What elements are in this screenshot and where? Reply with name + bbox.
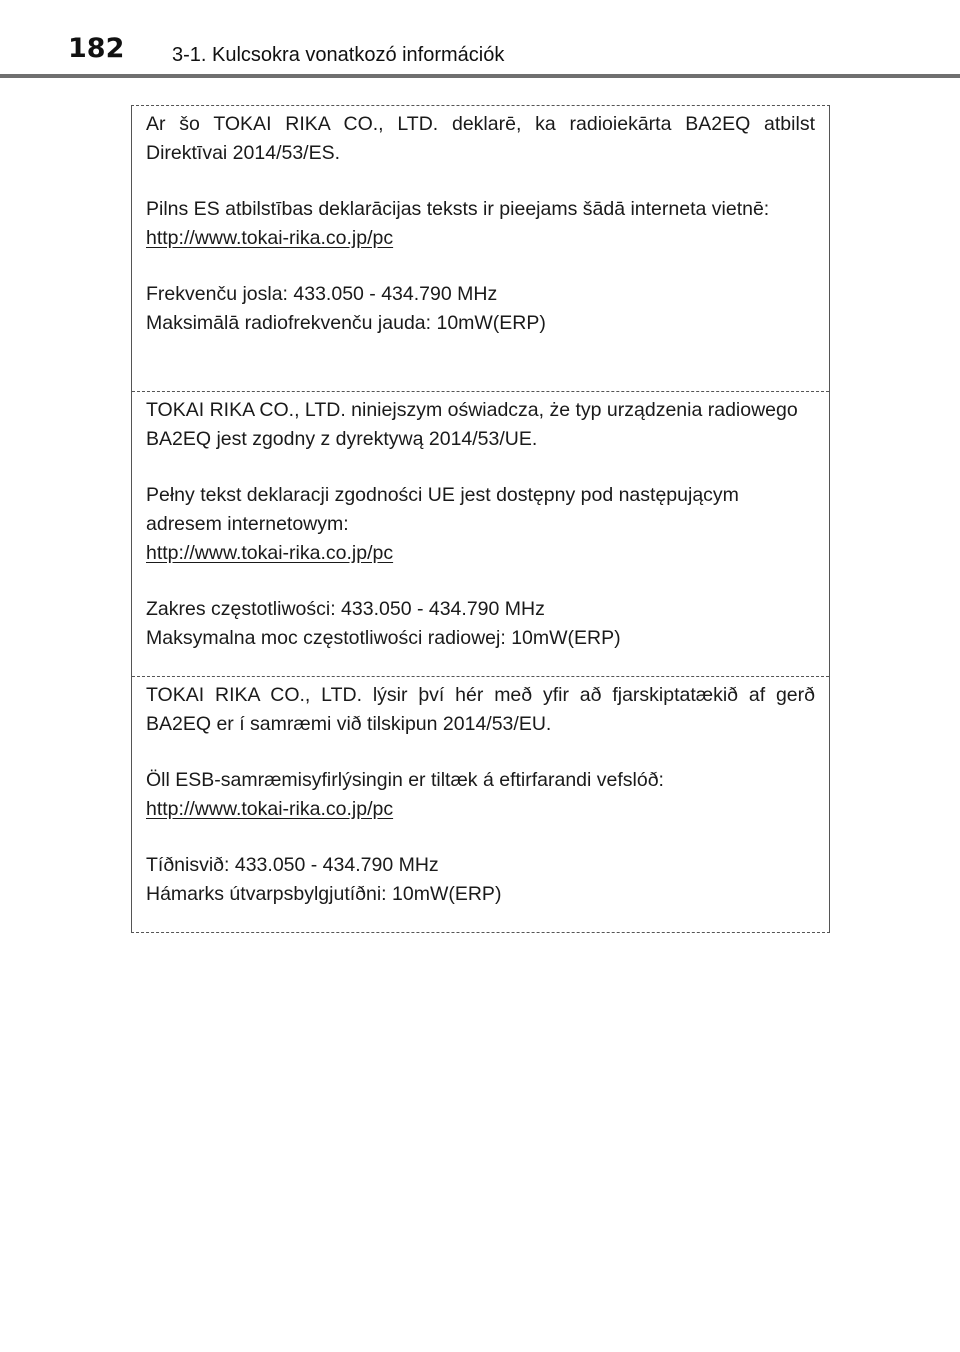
declaration-url-link[interactable]: http://www.tokai-rika.co.jp/pc — [146, 798, 394, 820]
full-text-availability: Pilns ES atbilstības deklarācijas teksts ir pieejams šādā interneta vietnē: — [146, 198, 770, 220]
section-title: 3-1. Kulcsokra vonatkozó információk — [172, 44, 505, 66]
header-rule — [0, 74, 960, 78]
declaration-url-link[interactable]: http://www.tokai-rika.co.jp/pc — [146, 227, 394, 249]
declaration-section-icelandic — [132, 676, 829, 932]
declaration-text: Ar šo TOKAI RIKA CO., LTD. deklarē, ka radioiekārta BA2EQ atbilst Direktīvai 2014/53/ES. — [146, 113, 815, 164]
max-power: Maksimālā radiofrekvenču jauda: 10mW(ERP) — [146, 312, 546, 334]
page-number: 182 — [68, 33, 125, 64]
frequency-band: Tíðnisvið: 433.050 - 434.790 MHz — [146, 854, 439, 876]
max-power: Hámarks útvarpsbylgjutíðni: 10mW(ERP) — [146, 883, 502, 905]
max-power: Maksymalna moc częstotliwości radiowej: 10mW(ERP) — [146, 627, 621, 649]
declaration-box — [131, 105, 830, 933]
declaration-text: TOKAI RIKA CO., LTD. lýsir því hér með yfir að fjarskiptatækið af gerð BA2EQ er í samræmi við tilskipun 2014/53/EU. — [146, 684, 815, 735]
full-text-availability: Pełny tekst deklaracji zgodności UE jest dostępny pod następującym adresem internetowym: — [146, 484, 739, 535]
page-header — [0, 0, 960, 78]
full-text-availability: Öll ESB-samræmisyfirlýsingin er tiltæk á eftirfarandi vefslóð: — [146, 769, 664, 791]
declaration-section-polish — [132, 391, 829, 676]
frequency-band: Frekvenču josla: 433.050 - 434.790 MHz — [146, 283, 498, 305]
declaration-text: TOKAI RIKA CO., LTD. niniejszym oświadcza, że typ urządzenia radiowego BA2EQ jest zgodny z dyrektywą 2014/53/UE. — [146, 399, 798, 450]
frequency-band: Zakres częstotliwości: 433.050 - 434.790 MHz — [146, 598, 545, 620]
declaration-url-link[interactable]: http://www.tokai-rika.co.jp/pc — [146, 542, 394, 564]
declaration-section-latvian — [132, 106, 829, 391]
